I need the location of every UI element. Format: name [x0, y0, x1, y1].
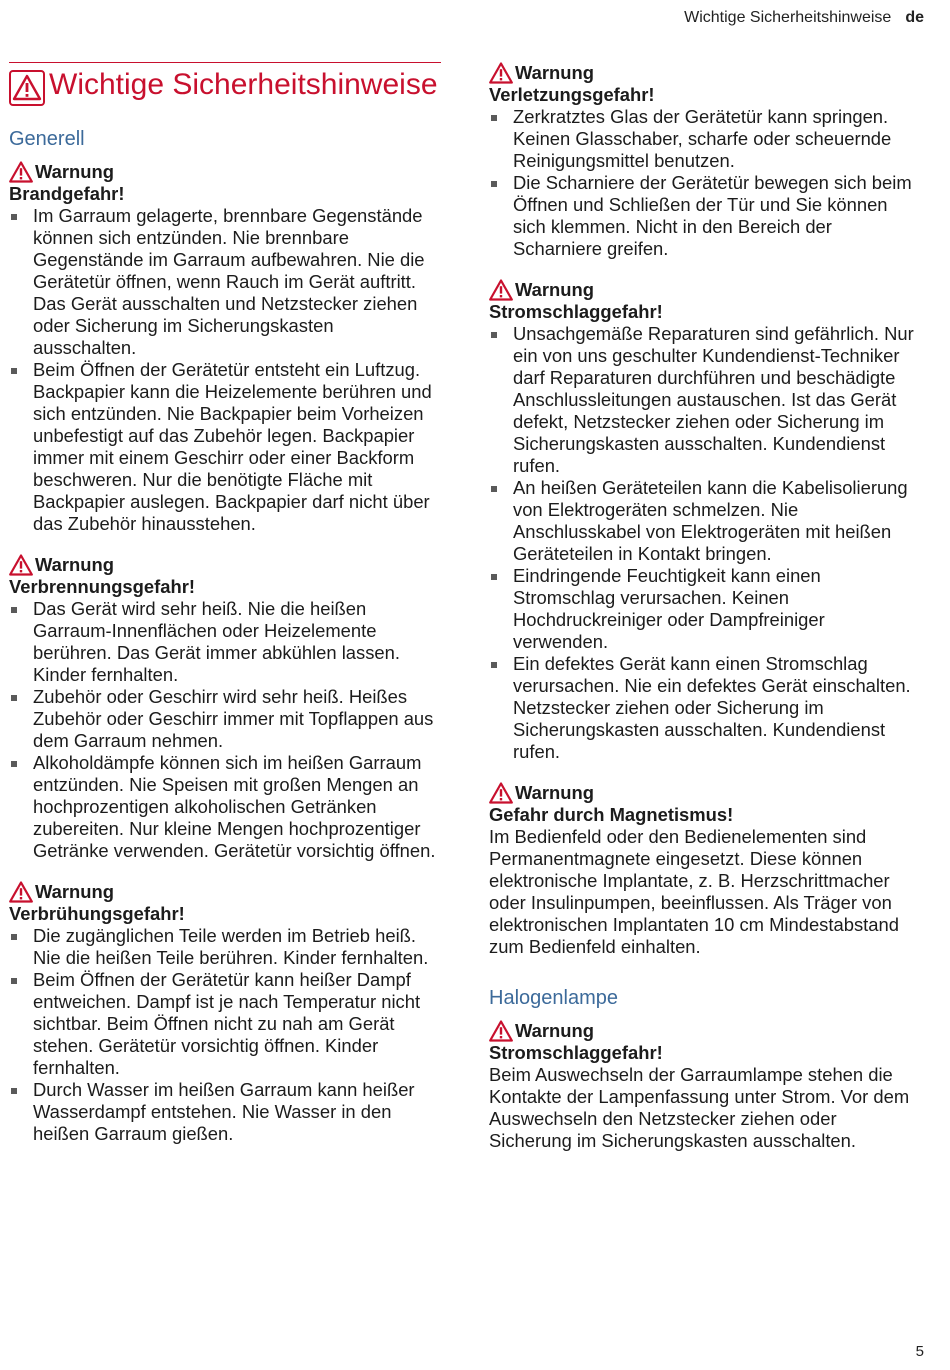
warning-text: Beim Auswechseln der Garraumlampe stehen die Kontakte der Lampenfassung unter Strom. Vor dem Auswechseln den Netzstecker ziehen oder Sicherung im Sicherungskasten ausschalten. — [489, 1064, 910, 1151]
hazard-title: Verbrühungsgefahr! — [9, 903, 185, 924]
list-item: An heißen Geräteteilen kann die Kabelisolierung von Elektrogeräten schmelzen. Nie Anschlusskabel von Elektrogeräten mit heißen Geräteteilen in Kontakt bringen. — [489, 477, 921, 565]
list-item: Zubehör oder Geschirr wird sehr heiß. Heißes Zubehör oder Geschirr immer mit Topflappen aus dem Garraum nehmen. — [9, 686, 441, 752]
warning-halogen — [489, 1020, 921, 1152]
warning-triangle-icon — [489, 279, 513, 301]
warning-triangle-icon — [9, 554, 33, 576]
right-column — [489, 62, 921, 1171]
warning-label: Warnung — [35, 554, 114, 575]
warning-label: Warnung — [515, 782, 594, 803]
list-item: Alkoholdämpfe können sich im heißen Garraum entzünden. Nie Speisen mit großen Mengen an hochprozentigen alkoholischen Getränken zubereiten. Nur kleine Mengen hochprozentiger Getränke verwenden. Gerätetür vorsichtig öffnen. — [9, 752, 441, 862]
list-item: Ein defektes Gerät kann einen Stromschlag verursachen. Nie ein defektes Gerät einschalten. Netzstecker ziehen oder Sicherung im Sicherungskasten ausschalten. Kundendienst rufen. — [489, 653, 921, 763]
list-item: Eindringende Feuchtigkeit kann einen Stromschlag verursachen. Keinen Hochdruckreiniger oder Dampfreiniger verwenden. — [489, 565, 921, 653]
warning-label-line — [9, 881, 441, 903]
running-header — [684, 9, 924, 27]
warning-fire — [9, 161, 441, 535]
hazard-list — [489, 323, 921, 763]
warning-magnetism — [489, 782, 921, 958]
warning-label-line — [9, 161, 441, 183]
list-item: Das Gerät wird sehr heiß. Nie die heißen Garraum-Innenflächen oder Heizelemente berühren. Das Gerät immer abkühlen lassen. Kinder fernhalten. — [9, 598, 441, 686]
header-language: de — [905, 9, 924, 26]
page-title — [9, 68, 441, 113]
warning-label: Warnung — [515, 1020, 594, 1041]
warning-label: Warnung — [515, 62, 594, 83]
section-heading-generell: Generell — [9, 128, 85, 150]
warning-label-line — [9, 554, 441, 576]
warning-box-icon — [9, 70, 45, 113]
hazard-title: Stromschlaggefahr! — [489, 301, 663, 322]
hazard-list — [489, 106, 921, 260]
warning-triangle-icon — [489, 1020, 513, 1042]
hazard-list — [9, 205, 441, 535]
list-item: Im Garraum gelagerte, brennbare Gegenstände können sich entzünden. Nie brennbare Gegenstände im Garraum aufbewahren. Nie die Gerätetür öffnen, wenn Rauch im Gerät auftritt. Das Gerät ausschalten und Netzstecker ziehen oder Sicherung im Sicherungskasten ausschalten. — [9, 205, 441, 359]
hazard-title: Gefahr durch Magnetismus! — [489, 804, 734, 825]
hazard-title: Stromschlaggefahr! — [489, 1042, 663, 1063]
warning-label-line — [489, 62, 921, 84]
warning-burn — [9, 554, 441, 862]
warning-label-line — [489, 279, 921, 301]
warning-triangle-icon — [9, 881, 33, 903]
list-item: Unsachgemäße Reparaturen sind gefährlich. Nur ein von uns geschulter Kundendienst-Techniker darf Reparaturen durchführen und beschädigte Anschlussleitungen austauschen. Ist das Gerät defekt, Netzstecker ziehen oder Sicherung im Sicherungskasten ausschalten. Kundendienst rufen. — [489, 323, 921, 477]
page-title-text: Wichtige Sicherheitshinweise — [49, 68, 438, 101]
header-section-title: Wichtige Sicherheitshinweise — [684, 9, 892, 26]
list-item: Zerkratztes Glas der Gerätetür kann springen. Keinen Glasschaber, scharfe oder scheuernde Reinigungsmittel benutzen. — [489, 106, 921, 172]
warning-text: Im Bedienfeld oder den Bedienelementen sind Permanentmagnete eingesetzt. Diese können elektronische Implantate, z. B. Herzschrittmacher oder Insulinpumpen, beeinflussen. Als Träger von elektronischen Implantaten 10 cm Mindestabstand zum Bedienfeld einhalten. — [489, 826, 899, 957]
list-item: Beim Öffnen der Gerätetür kann heißer Dampf entweichen. Dampf ist je nach Temperatur nicht sichtbar. Beim Öffnen nicht zu nah am Gerät stehen. Gerätetür vorsichtig öffnen. Kinder fernhalten. — [9, 969, 441, 1079]
hazard-title: Brandgefahr! — [9, 183, 125, 204]
page-number: 5 — [915, 1343, 924, 1360]
hazard-list — [9, 598, 441, 862]
section-heading-halogenlampe: Halogenlampe — [489, 987, 618, 1009]
list-item: Beim Öffnen der Gerätetür entsteht ein Luftzug. Backpapier kann die Heizelemente berühren und sich entzünden. Nie Backpapier beim Vorheizen unbefestigt auf das Zubehör legen. Backpapier immer mit einem Geschirr oder einer Backform beschweren. Nur die benötigte Fläche mit Backpapier auslegen. Backpapier darf nicht über das Zubehör hinausstehen. — [9, 359, 441, 535]
warning-electric — [489, 279, 921, 763]
left-column — [9, 62, 441, 1164]
warning-label: Warnung — [515, 279, 594, 300]
hazard-list — [9, 925, 441, 1145]
warning-label: Warnung — [35, 881, 114, 902]
warning-scald — [9, 881, 441, 1145]
list-item: Die zugänglichen Teile werden im Betrieb heiß. Nie die heißen Teile berühren. Kinder fernhalten. — [9, 925, 441, 969]
warning-triangle-icon — [9, 161, 33, 183]
hazard-title: Verbrennungsgefahr! — [9, 576, 195, 597]
warning-label-line — [489, 1020, 921, 1042]
warning-injury — [489, 62, 921, 260]
warning-label-line — [489, 782, 921, 804]
title-rule — [9, 62, 441, 63]
warning-triangle-icon — [489, 782, 513, 804]
warning-label: Warnung — [35, 161, 114, 182]
warning-triangle-icon — [489, 62, 513, 84]
list-item: Die Scharniere der Gerätetür bewegen sich beim Öffnen und Schließen der Tür und Sie können sich klemmen. Nicht in den Bereich der Scharniere greifen. — [489, 172, 921, 260]
list-item: Durch Wasser im heißen Garraum kann heißer Wasserdampf entstehen. Nie Wasser in den heißen Garraum gießen. — [9, 1079, 441, 1145]
hazard-title: Verletzungsgefahr! — [489, 84, 655, 105]
